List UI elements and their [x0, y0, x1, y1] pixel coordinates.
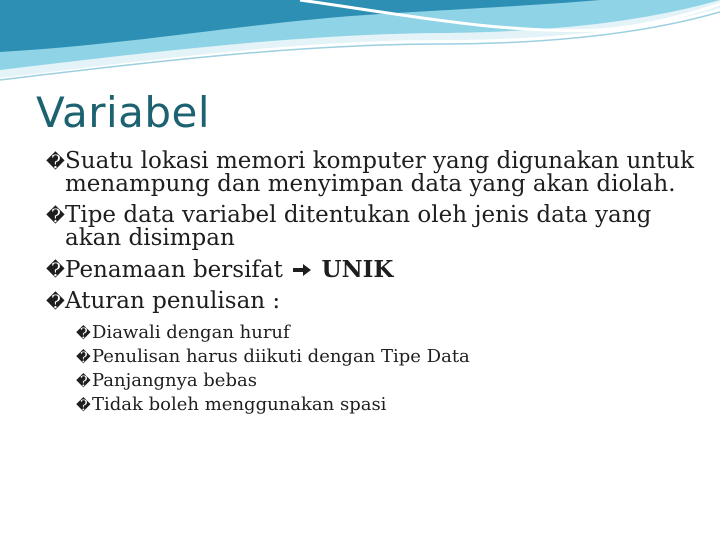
bullet-list [46, 150, 696, 417]
bullet-marker-icon: � [46, 152, 65, 173]
bullet-item [46, 258, 696, 282]
sub-bullet-text: Tidak boleh menggunakan spasi [92, 394, 387, 415]
bullet-text: Penamaan bersifat [65, 257, 283, 283]
bullet-marker-icon: � [76, 326, 91, 342]
bullet-item [46, 204, 696, 250]
bullet-marker-icon: � [46, 292, 65, 313]
bullet-marker-icon: � [76, 398, 91, 414]
sub-bullet-text: Diawali dengan huruf [92, 322, 290, 343]
sub-bullet-item [76, 393, 696, 417]
sub-bullet-item [76, 369, 696, 393]
bullet-text: Suatu lokasi memori komputer yang digunakan untuk menampung dan menyimpan data yang akan diolah. [65, 148, 695, 197]
header-wave-decoration [0, 0, 720, 90]
bullet-item [46, 150, 696, 196]
sub-bullet-item [76, 345, 696, 369]
bullet-marker-icon: � [46, 206, 65, 227]
bullet-marker-icon: � [46, 260, 65, 281]
sub-bullet-item [76, 321, 696, 345]
sub-bullet-text: Penulisan harus diikuti dengan Tipe Data [92, 346, 470, 367]
bullet-item [46, 290, 696, 313]
emphasis-text: UNIK [321, 256, 394, 283]
sub-bullet-text: Panjangnya bebas [92, 370, 257, 391]
slide-title: Variabel [36, 88, 211, 137]
right-arrow-icon [292, 259, 312, 282]
bullet-marker-icon: � [76, 374, 91, 390]
bullet-text: Aturan penulisan : [65, 288, 281, 314]
bullet-marker-icon: � [76, 350, 91, 366]
bullet-text: Tipe data variabel ditentukan oleh jenis data yang akan disimpan [65, 202, 652, 251]
sub-bullet-list [46, 321, 696, 417]
